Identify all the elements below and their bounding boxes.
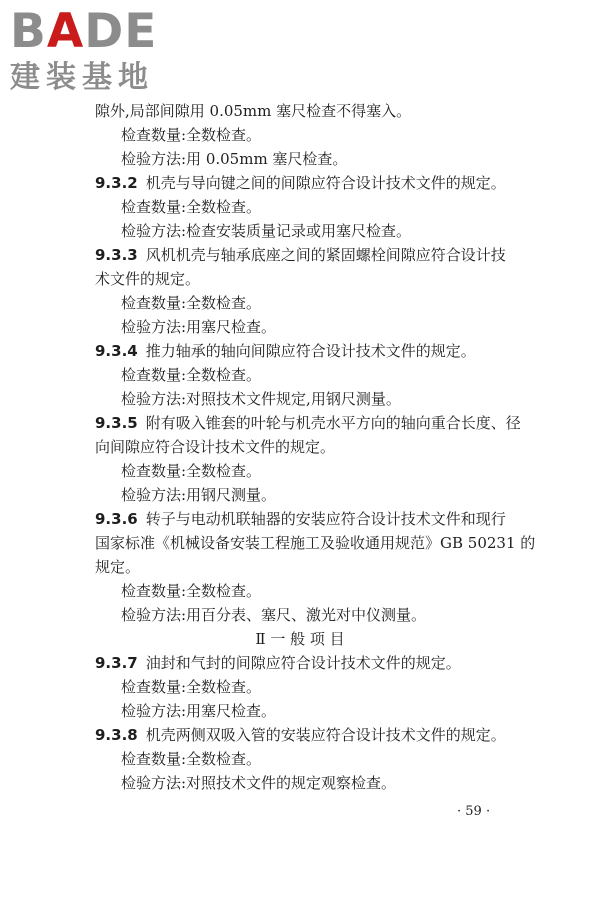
clause-number: 9.3.4 [95,342,138,360]
inspection-quantity: 检查数量:全数检查。 [121,678,262,696]
inspection-quantity: 检查数量:全数检查。 [121,582,262,600]
inspection-quantity: 检查数量:全数检查。 [121,198,262,216]
clause-9-3-8 [95,724,506,746]
clause-text: 转子与电动机联轴器的安装应符合设计技术文件和现行 [145,510,506,528]
clause-text: 附有吸入锥套的叶轮与机壳水平方向的轴向重合长度、径 [145,414,521,432]
clause-9-3-3 [95,244,506,266]
inspection-method: 检验方法:用 0.05mm 塞尺检查。 [121,150,348,168]
inspection-method: 检验方法:对照技术文件的规定观察检查。 [121,774,397,792]
inspection-quantity: 检查数量:全数检查。 [121,126,262,144]
clause-number: 9.3.8 [95,726,138,744]
inspection-method: 检验方法:用塞尺检查。 [121,318,277,336]
inspection-method: 检验方法:用百分表、塞尺、激光对中仪测量。 [121,606,427,624]
clause-text: 推力轴承的轴向间隙应符合设计技术文件的规定。 [145,342,476,360]
inspection-method: 检验方法:检查安装质量记录或用塞尺检查。 [121,222,412,240]
clause-number: 9.3.5 [95,414,138,432]
inspection-method: 检验方法:对照技术文件规定,用钢尺测量。 [121,390,401,408]
clause-text: 机壳与导向键之间的间隙应符合设计技术文件的规定。 [145,174,506,192]
clause-9-3-7 [95,652,461,674]
clause-number: 9.3.3 [95,246,138,264]
clause-text-continuation: 术文件的规定。 [95,270,201,288]
inspection-quantity: 检查数量:全数检查。 [121,462,262,480]
section-heading: Ⅱ 一 般 项 目 [255,630,345,648]
clause-9-3-4 [95,340,476,362]
clause-text: 机壳两侧双吸入管的安装应符合设计技术文件的规定。 [145,726,506,744]
inspection-quantity: 检查数量:全数检查。 [121,750,262,768]
inspection-method: 检验方法:用塞尺检查。 [121,702,277,720]
inspection-quantity: 检查数量:全数检查。 [121,366,262,384]
clause-text: 油封和气封的间隙应符合设计技术文件的规定。 [145,654,461,672]
inspection-method: 检验方法:用钢尺测量。 [121,486,277,504]
clause-text: 风机机壳与轴承底座之间的紧固螺栓间隙应符合设计技 [145,246,506,264]
clause-text-continuation: 规定。 [95,558,141,576]
page-number: · 59 · [457,804,491,819]
logo-wordmark: BADE [10,4,158,59]
clause-9-3-6 [95,508,506,530]
logo-chinese-name: 建装基地 [10,60,154,95]
clause-9-3-5 [95,412,521,434]
clause-9-3-2 [95,172,506,194]
clause-text-continuation: 向间隙应符合设计技术文件的规定。 [95,438,336,456]
clause-number: 9.3.6 [95,510,138,528]
body-text-continuation: 隙外,局部间隙用 0.05mm 塞尺检查不得塞入。 [95,102,412,120]
clause-number: 9.3.7 [95,654,138,672]
clause-text-continuation: 国家标准《机械设备安装工程施工及验收通用规范》GB 50231 的 [95,534,536,552]
inspection-quantity: 检查数量:全数检查。 [121,294,262,312]
clause-number: 9.3.2 [95,174,138,192]
